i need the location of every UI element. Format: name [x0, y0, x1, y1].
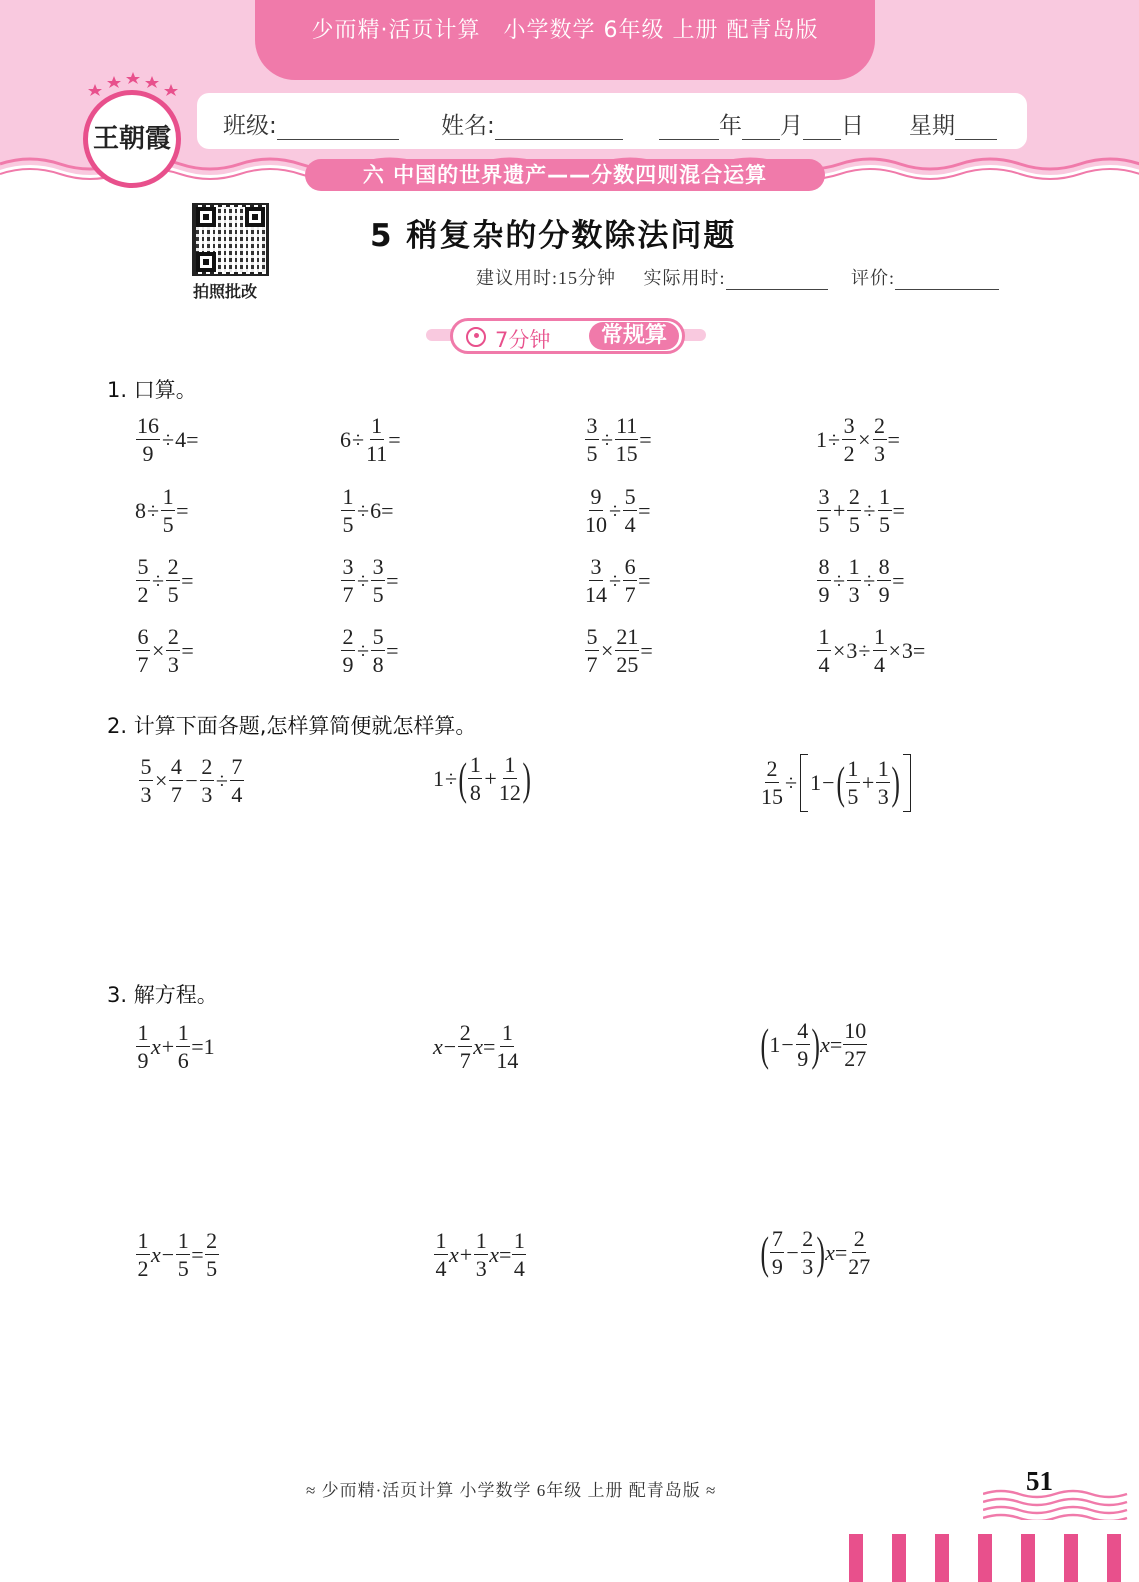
footer-wave-decoration	[983, 1488, 1133, 1520]
q1-item: $\frac{8}{9}$ ÷ $\frac{1}{3}$ ÷ $\frac{8}{9}$ =	[818, 554, 905, 607]
q1-item: $\frac{2}{9}$ ÷ $\frac{5}{8}$ =	[342, 624, 399, 677]
q1-item: $\frac{1}{5}$ ÷ 6 =	[342, 484, 394, 537]
section-pill	[450, 318, 685, 354]
q1-item: $\frac{3}{5}$ ÷ $\frac{11}{15}$ =	[586, 413, 652, 466]
date-field[interactable]	[659, 107, 864, 140]
q1-item: $\frac{5}{7}$ × $\frac{21}{25}$ =	[586, 624, 653, 677]
class-label: 班级:	[223, 113, 277, 139]
page-number: 51	[1026, 1466, 1053, 1496]
series-tab: 少而精·活页计算 小学数学 6年级 上册 配青岛版	[255, 0, 875, 80]
q3-item: $\frac{1}{9}$ x + $\frac{1}{6}$ = 1	[137, 1020, 215, 1073]
name-label: 姓名:	[441, 113, 495, 139]
q2-item: $\frac{2}{15}$ ÷ 1 − ( $\frac{1}{5}$ + $\frac{1}{3}$ )	[760, 754, 913, 812]
suggested-time: 建议用时:15分钟	[476, 268, 617, 288]
question-1-title: 1. 口算。	[107, 378, 197, 402]
qr-caption: 拍照批改	[193, 282, 258, 301]
q1-item: 6 ÷ $\frac{1}{11}$ =	[340, 413, 401, 466]
year-label: 年	[719, 113, 742, 139]
q1-item: $\frac{5}{2}$ ÷ $\frac{2}{5}$ =	[137, 554, 194, 607]
q1-item: $\frac{16}{9}$ ÷ 4 =	[137, 413, 199, 466]
q1-item: 1 ÷ $\frac{3}{2}$ × $\frac{2}{3}$ =	[816, 413, 900, 466]
q3-item: x − $\frac{2}{7}$ x = $\frac{1}{14}$	[433, 1020, 519, 1073]
actual-time-label: 实际用时:	[643, 268, 726, 288]
q1-item: $\frac{3}{7}$ ÷ $\frac{3}{5}$ =	[342, 554, 399, 607]
q3-item: $\frac{1}{4}$ x + $\frac{1}{3}$ x = $\frac{1}{4}$	[435, 1228, 525, 1281]
q1-item: $\frac{6}{7}$ × $\frac{2}{3}$ =	[137, 624, 194, 677]
question-2-title: 2. 计算下面各题,怎样算简便就怎样算。	[107, 714, 477, 738]
class-field[interactable]	[223, 107, 399, 140]
q1-item: $\frac{1}{4}$ × 3 ÷ $\frac{1}{4}$ × 3 =	[818, 624, 926, 677]
q1-item: $\frac{3}{14}$ ÷ $\frac{6}{7}$ =	[585, 554, 651, 607]
pill-minutes: 7分钟	[495, 328, 551, 352]
clock-icon	[466, 327, 486, 347]
footer-bars-decoration	[845, 1534, 1139, 1582]
logo-text: 王朝霞	[92, 124, 171, 153]
q3-item: ( $\frac{7}{9}$ − $\frac{2}{3}$ ) x = $\frac{2}{27}$	[760, 1226, 871, 1279]
question-3-title: 3. 解方程。	[107, 983, 218, 1007]
day-label: 日	[841, 113, 864, 139]
footer-series: ≈ 少而精·活页计算 小学数学 6年级 上册 配青岛版 ≈	[306, 1481, 717, 1500]
pill-tag: 常规算	[589, 322, 679, 350]
name-field[interactable]	[441, 107, 623, 140]
lesson-title: 5 稍复杂的分数除法问题	[370, 218, 737, 254]
actual-time-blank[interactable]	[726, 270, 828, 290]
weekday-field[interactable]	[909, 107, 997, 140]
qr-code[interactable]	[192, 203, 269, 276]
q3-item: ( 1 − $\frac{4}{9}$ ) x = $\frac{10}{27}$	[760, 1018, 867, 1071]
q3-item: $\frac{1}{2}$ x − $\frac{1}{5}$ = $\frac{2}{5}$	[137, 1228, 218, 1281]
brand-logo	[79, 70, 185, 190]
evaluation-label: 评价:	[851, 268, 896, 288]
evaluation-blank[interactable]	[895, 270, 999, 290]
q1-item: $\frac{3}{5}$ + $\frac{2}{5}$ ÷ $\frac{1}{5}$ =	[818, 484, 905, 537]
q1-item: $\frac{9}{10}$ ÷ $\frac{5}{4}$ =	[585, 484, 651, 537]
weekday-label: 星期	[909, 113, 955, 139]
q2-item: 1 ÷ ( $\frac{1}{8}$ + $\frac{1}{12}$ )	[433, 752, 531, 805]
timing-row	[476, 264, 999, 290]
q1-item: 8 ÷ $\frac{1}{5}$ =	[135, 484, 189, 537]
q2-item: $\frac{5}{3}$ × $\frac{4}{7}$ − $\frac{2}{3}$ ÷ $\frac{7}{4}$	[140, 754, 243, 807]
unit-title: 六 中国的世界遗产——分数四则混合运算	[305, 159, 825, 191]
student-info-bar	[197, 93, 1027, 149]
month-label: 月	[780, 113, 803, 139]
